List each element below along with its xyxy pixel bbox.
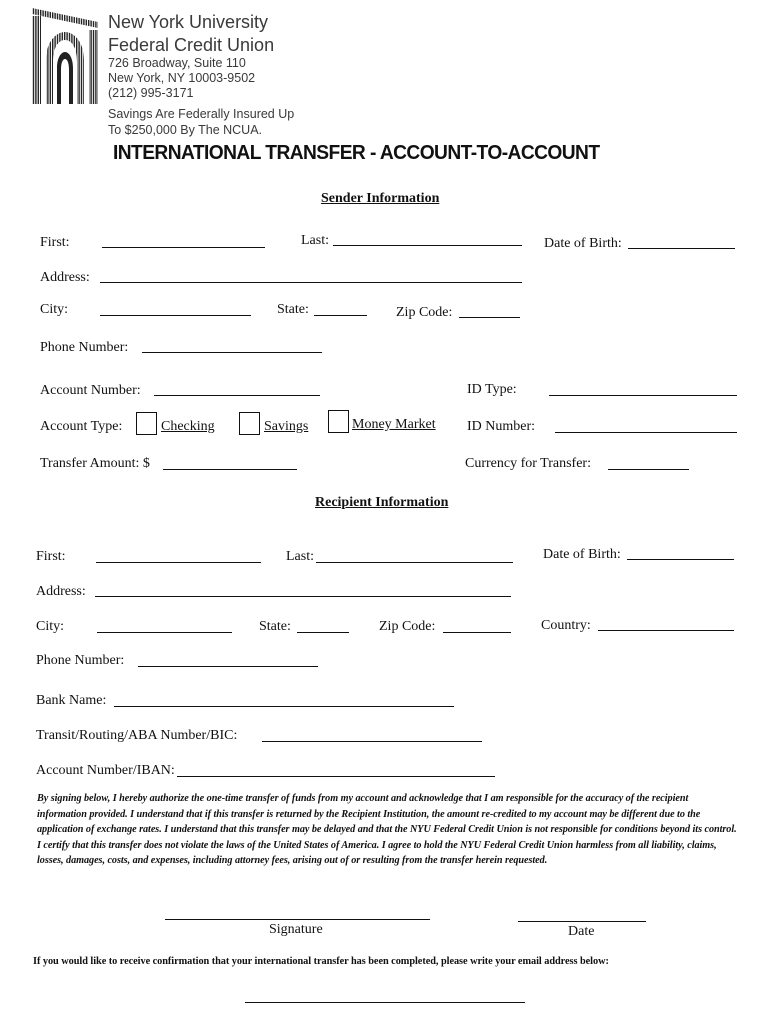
org-phone: (212) 995-3171 xyxy=(108,86,194,100)
transfer-amount-label: Transfer Amount: $ xyxy=(40,456,150,471)
org-address-line1: 726 Broadway, Suite 110 xyxy=(108,56,246,70)
recipient-state-label: State: xyxy=(259,619,291,634)
sender-id-type-field[interactable] xyxy=(549,395,737,396)
sender-city-label: City: xyxy=(40,302,69,317)
sender-dob-label: Date of Birth: xyxy=(544,236,622,251)
money-market-label: Money Market xyxy=(352,417,436,432)
sender-last-field[interactable] xyxy=(333,245,522,246)
recipient-city-label: City: xyxy=(36,619,65,634)
sender-address-field[interactable] xyxy=(100,282,522,283)
org-name-line2: Federal Credit Union xyxy=(108,35,275,55)
account-iban-field[interactable] xyxy=(177,776,495,777)
sender-address-label: Address: xyxy=(40,270,90,285)
sender-phone-field[interactable] xyxy=(142,352,322,353)
recipient-first-field[interactable] xyxy=(96,562,261,563)
recipient-section-heading: Recipient Information xyxy=(315,495,449,510)
recipient-first-label: First: xyxy=(36,549,66,564)
recipient-dob-label: Date of Birth: xyxy=(543,547,621,562)
sender-account-type-label: Account Type: xyxy=(40,419,123,434)
sender-section-heading: Sender Information xyxy=(321,191,440,206)
date-label: Date xyxy=(568,924,595,939)
arch-icon xyxy=(28,2,102,106)
sender-city-field[interactable] xyxy=(100,315,251,316)
money-market-checkbox[interactable] xyxy=(328,410,349,433)
recipient-last-field[interactable] xyxy=(316,562,513,563)
sender-account-number-field[interactable] xyxy=(154,395,320,396)
recipient-phone-label: Phone Number: xyxy=(36,653,125,668)
recipient-address-label: Address: xyxy=(36,584,86,599)
authorization-text: By signing below, I hereby authorize the one-time transfer of funds from my account and acknowledge that I am responsible for the accuracy of the recipient information provided. I understand that if this transfer is returned by the Recipient Institution, the amount re-credited to my account may be different due to the application of exchange rates. I understand that this transfer may be delayed and that the NYU Federal Credit Union is not responsible for conditions beyond its control. I certify that this transfer does not violate the laws of the United States of America. I agree to hold the NYU Federal Credit Union harmless from all liability, claims, losses, damages, costs, and expenses, including attorney fees, arising out of or resulting from the transfer herein requested. xyxy=(37,793,737,867)
currency-label: Currency for Transfer: xyxy=(465,456,591,471)
recipient-state-field[interactable] xyxy=(297,632,349,633)
routing-field[interactable] xyxy=(262,741,482,742)
form-title: INTERNATIONAL TRANSFER - ACCOUNT-TO-ACCOUNT xyxy=(113,142,600,164)
sender-account-number-label: Account Number: xyxy=(40,383,141,398)
sender-phone-label: Phone Number: xyxy=(40,340,129,355)
date-field[interactable] xyxy=(518,921,646,922)
sender-id-number-label: ID Number: xyxy=(467,419,536,434)
checking-checkbox[interactable] xyxy=(136,412,157,435)
sender-id-number-field[interactable] xyxy=(555,432,737,433)
sender-state-label: State: xyxy=(277,302,309,317)
recipient-country-label: Country: xyxy=(541,618,591,633)
insured-notice-line2: To $250,000 By The NCUA. xyxy=(108,123,263,137)
sender-dob-field[interactable] xyxy=(628,248,735,249)
org-name-line1: New York University xyxy=(108,12,269,32)
sender-zip-field[interactable] xyxy=(459,317,520,318)
transfer-amount-field[interactable] xyxy=(163,469,297,470)
signature-label: Signature xyxy=(269,922,323,937)
email-field[interactable] xyxy=(245,1002,525,1003)
signature-field[interactable] xyxy=(165,919,430,920)
nyu-torch-arch-logo xyxy=(28,2,102,106)
sender-first-field[interactable] xyxy=(102,247,265,248)
routing-label: Transit/Routing/ABA Number/BIC: xyxy=(36,728,238,743)
sender-zip-label: Zip Code: xyxy=(396,305,453,320)
account-iban-label: Account Number/IBAN: xyxy=(36,763,175,778)
email-prompt: If you would like to receive confirmation that your international transfer has been completed, please write your email address below: xyxy=(33,956,609,967)
recipient-zip-field[interactable] xyxy=(443,632,511,633)
sender-last-label: Last: xyxy=(301,233,329,248)
savings-label: Savings xyxy=(264,419,309,434)
recipient-city-field[interactable] xyxy=(97,632,232,633)
recipient-dob-field[interactable] xyxy=(627,559,734,560)
bank-name-field[interactable] xyxy=(114,706,454,707)
recipient-last-label: Last: xyxy=(286,549,314,564)
checking-label: Checking xyxy=(161,419,215,434)
recipient-zip-label: Zip Code: xyxy=(379,619,436,634)
insured-notice-line1: Savings Are Federally Insured Up xyxy=(108,107,295,121)
sender-state-field[interactable] xyxy=(314,315,367,316)
org-address-line2: New York, NY 10003-9502 xyxy=(108,71,256,85)
currency-field[interactable] xyxy=(608,469,689,470)
recipient-address-field[interactable] xyxy=(95,596,511,597)
recipient-country-field[interactable] xyxy=(598,630,734,631)
sender-first-label: First: xyxy=(40,235,70,250)
sender-id-type-label: ID Type: xyxy=(467,382,517,397)
bank-name-label: Bank Name: xyxy=(36,693,107,708)
recipient-phone-field[interactable] xyxy=(138,666,318,667)
savings-checkbox[interactable] xyxy=(239,412,260,435)
